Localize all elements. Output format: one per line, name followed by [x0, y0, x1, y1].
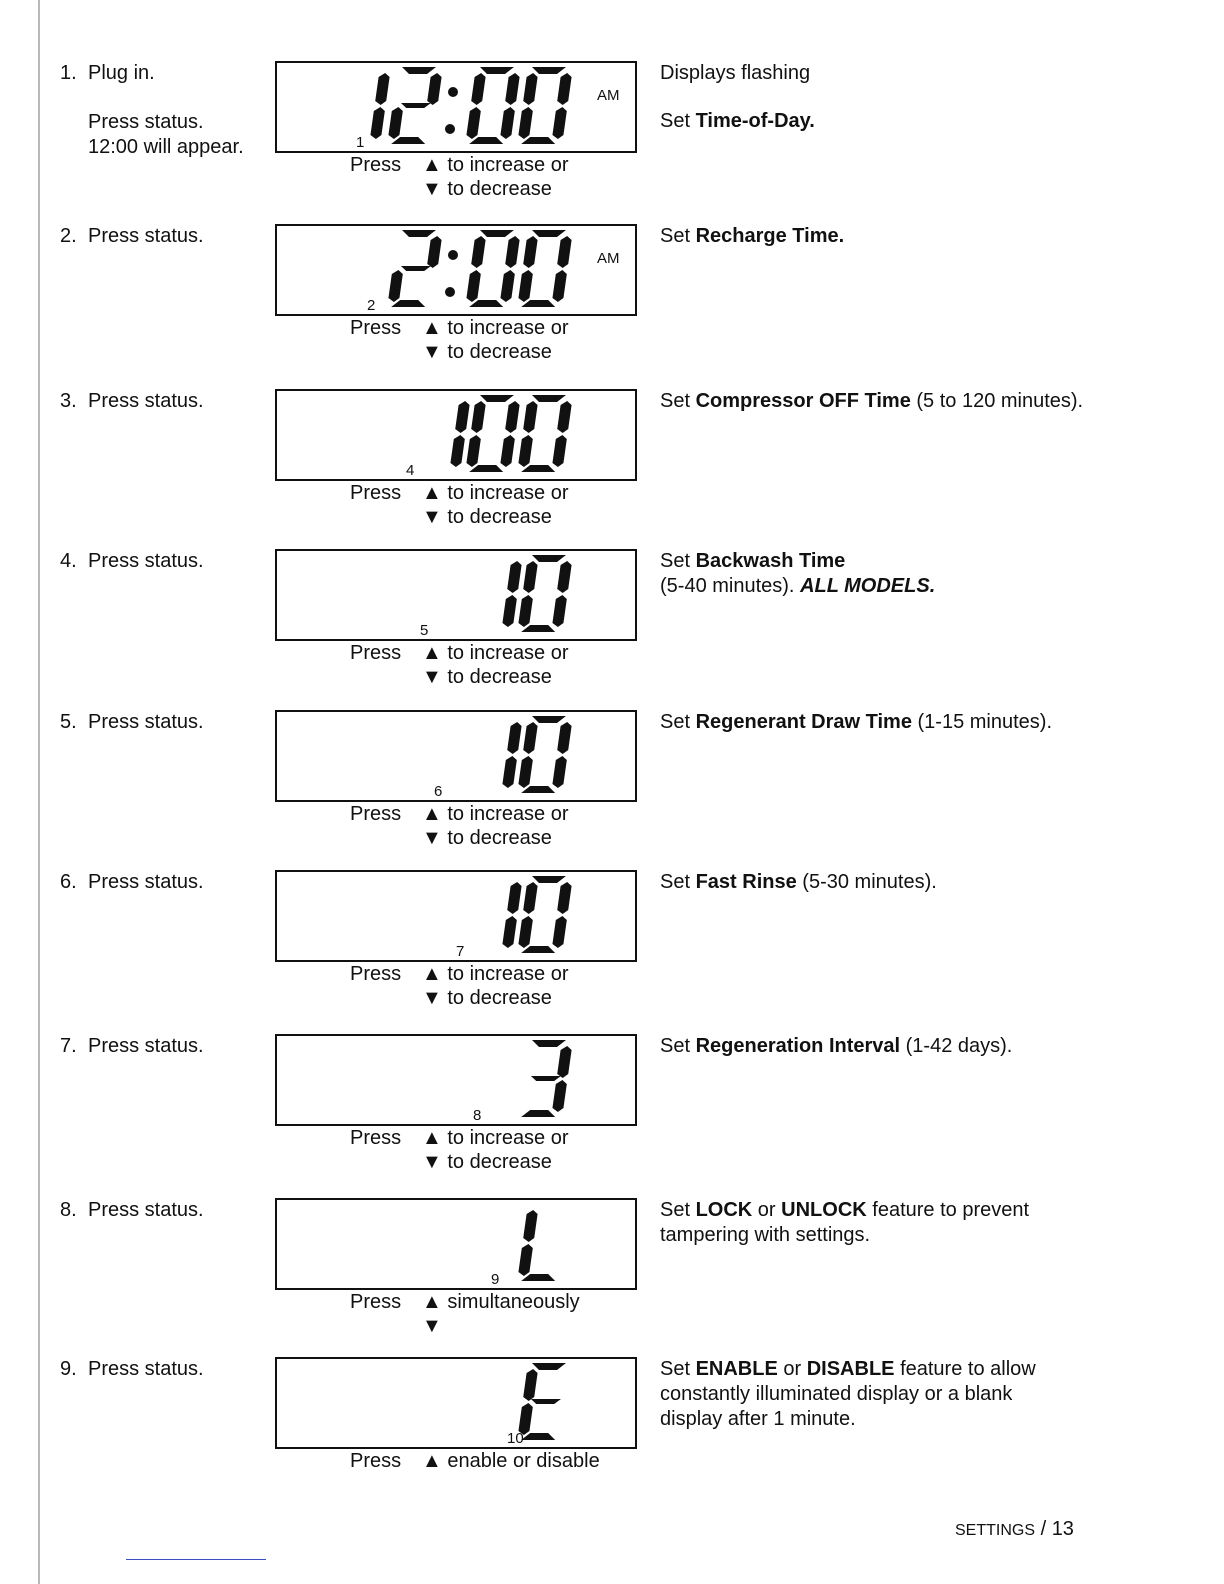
lcd-segment — [557, 561, 572, 593]
lcd-display — [275, 224, 637, 316]
step-instruction — [60, 710, 204, 735]
display-index: 5 — [420, 622, 429, 639]
lcd-segment — [471, 401, 486, 433]
decrease-instruction: ▼ to decrease — [422, 341, 552, 363]
lcd-segment — [466, 435, 481, 467]
step-description: Displays flashing Set Time-of-Day. — [660, 62, 815, 132]
lcd-segment — [471, 236, 486, 268]
increase-instruction: ▲ to increase or — [422, 803, 569, 825]
display-index: 10 — [507, 1430, 524, 1447]
lcd-digits — [277, 226, 635, 314]
lcd-segment — [518, 595, 533, 627]
step-action: Press status. — [88, 1199, 204, 1221]
press-label: Press — [350, 482, 402, 504]
lcd-segment — [531, 1363, 566, 1370]
step-description: Set Compressor OFF Time (5 to 120 minutes). — [660, 390, 1084, 412]
step-description: Set Backwash Time (5-40 minutes). ALL MODELS. — [660, 550, 936, 597]
lcd-segment — [557, 73, 572, 105]
press-label: Press — [350, 1450, 402, 1472]
down-arrow-icon: ▼ — [422, 1315, 442, 1337]
lcd-segment — [557, 236, 572, 268]
lcd-segment — [552, 107, 567, 139]
lcd-segment — [450, 435, 465, 467]
step-action: Press status. — [88, 871, 204, 893]
step-instruction — [60, 389, 204, 414]
lcd-segment — [521, 625, 556, 632]
lcd-segment — [521, 465, 556, 472]
display-index: 9 — [491, 1271, 500, 1288]
decrease-instruction: ▼ to decrease — [422, 827, 552, 849]
lcd-digits — [277, 63, 635, 151]
lcd-segment — [523, 1210, 538, 1242]
lcd-segment — [507, 882, 522, 914]
step-instruction — [60, 1357, 204, 1382]
lcd-segment — [521, 946, 556, 953]
step-number: 1. — [60, 62, 77, 84]
decrease-instruction: ▼ to decrease — [422, 666, 552, 688]
display-index: 4 — [406, 462, 415, 479]
lcd-segment — [518, 1244, 533, 1276]
display-index: 8 — [473, 1107, 482, 1124]
lcd-segment — [401, 67, 436, 74]
lcd-segment — [502, 756, 517, 788]
decrease-instruction: ▼ to decrease — [422, 178, 552, 200]
lcd-segment — [479, 395, 514, 402]
lcd-segment — [521, 1274, 556, 1281]
lcd-colon — [448, 87, 458, 97]
display-index: 6 — [434, 783, 443, 800]
lcd-segment — [466, 107, 481, 139]
decrease-instruction: ▼ to decrease — [422, 1151, 552, 1173]
footer-section: SETTINGS — [955, 1522, 1036, 1539]
step-number: 9. — [60, 1358, 77, 1380]
step-instruction — [60, 1198, 204, 1223]
lcd-display — [275, 1357, 637, 1449]
lcd-segment — [469, 465, 504, 472]
lcd-segment — [552, 756, 567, 788]
lcd-ampm: AM — [597, 250, 620, 267]
lcd-segment — [531, 876, 566, 883]
lcd-segment — [518, 107, 533, 139]
lcd-segment — [500, 270, 515, 302]
lcd-display — [275, 710, 637, 802]
step-action: Press status. — [88, 550, 204, 572]
step-description: Set Regeneration Interval (1-42 days). — [660, 1035, 1013, 1057]
lcd-segment — [388, 107, 403, 139]
lcd-segment — [391, 300, 426, 307]
press-label: Press — [350, 963, 402, 985]
step-7 — [0, 1034, 1224, 1194]
simultaneous-instruction: ▲ simultaneously — [422, 1291, 580, 1313]
lcd-colon — [445, 287, 455, 297]
lcd-segment — [523, 401, 538, 433]
lcd-segment — [427, 236, 442, 268]
lcd-digits — [277, 1359, 635, 1447]
lcd-digits — [277, 391, 635, 479]
lcd-segment — [479, 67, 514, 74]
lcd-digits — [277, 551, 635, 639]
lcd-segment — [557, 722, 572, 754]
lcd-segment — [518, 916, 533, 948]
lcd-display — [275, 1198, 637, 1290]
lcd-segment — [507, 722, 522, 754]
lcd-segment — [531, 716, 566, 723]
lcd-segment — [531, 67, 566, 74]
increase-instruction: ▲ to increase or — [422, 154, 569, 176]
step-description: Set ENABLE or DISABLE feature to allow constantly illuminated display or a blank display after 1 minute. — [660, 1358, 1036, 1430]
lcd-digits — [277, 1036, 635, 1124]
increase-instruction: ▲ to increase or — [422, 482, 569, 504]
lcd-segment — [523, 882, 538, 914]
step-description: Set LOCK or UNLOCK feature to prevent tampering with settings. — [660, 1199, 1030, 1246]
lcd-segment — [552, 595, 567, 627]
display-index: 7 — [456, 943, 465, 960]
lcd-segment — [530, 1399, 561, 1404]
step-instruction — [60, 870, 204, 895]
lcd-segment — [370, 107, 385, 139]
step-number: 7. — [60, 1035, 77, 1057]
press-label: Press — [350, 803, 402, 825]
lcd-segment — [469, 137, 504, 144]
lcd-segment — [531, 395, 566, 402]
lcd-segment — [531, 1040, 566, 1047]
lcd-segment — [557, 882, 572, 914]
increase-instruction: ▲ to increase or — [422, 642, 569, 664]
step-2 — [0, 224, 1224, 384]
step-action: Press status. — [88, 225, 204, 247]
lcd-segment — [552, 435, 567, 467]
lcd-segment — [400, 103, 431, 108]
lcd-segment — [557, 401, 572, 433]
step-number: 8. — [60, 1199, 77, 1221]
lcd-colon — [448, 250, 458, 260]
lcd-segment — [455, 401, 470, 433]
lcd-segment — [521, 1110, 556, 1117]
step-action: Press status. — [88, 390, 204, 412]
lcd-digits — [277, 712, 635, 800]
step-instruction — [60, 61, 244, 160]
footer-rule — [126, 1559, 266, 1560]
step-extra: Press status. 12:00 will appear. — [88, 111, 244, 158]
lcd-segment — [505, 236, 520, 268]
lcd-segment — [388, 270, 403, 302]
decrease-instruction: ▼ to decrease — [422, 506, 552, 528]
lcd-segment — [471, 73, 486, 105]
step-6 — [0, 870, 1224, 1030]
decrease-instruction: ▼ to decrease — [422, 987, 552, 1009]
step-number: 4. — [60, 550, 77, 572]
lcd-ampm: AM — [597, 87, 620, 104]
step-action: Press status. — [88, 1358, 204, 1380]
lcd-display — [275, 549, 637, 641]
lcd-display — [275, 870, 637, 962]
lcd-segment — [531, 555, 566, 562]
lcd-segment — [400, 266, 431, 271]
press-label: Press — [350, 317, 402, 339]
lcd-segment — [427, 73, 442, 105]
step-instruction — [60, 1034, 204, 1059]
lcd-segment — [391, 137, 426, 144]
press-label: Press — [350, 1127, 402, 1149]
lcd-segment — [375, 73, 390, 105]
step-description: Set Fast Rinse (5-30 minutes). — [660, 871, 937, 893]
increase-instruction: ▲ to increase or — [422, 1127, 569, 1149]
step-1 — [0, 61, 1224, 221]
press-label: Press — [350, 154, 402, 176]
step-description: Set Recharge Time. — [660, 225, 845, 247]
step-5 — [0, 710, 1224, 870]
lcd-segment — [479, 230, 514, 237]
step-number: 5. — [60, 711, 77, 733]
lcd-segment — [521, 1433, 556, 1440]
step-8 — [0, 1198, 1224, 1358]
step-action: Press status. — [88, 711, 204, 733]
display-index: 2 — [367, 297, 376, 314]
step-number: 3. — [60, 390, 77, 412]
display-index: 1 — [356, 134, 365, 151]
lcd-segment — [518, 435, 533, 467]
step-4 — [0, 549, 1224, 709]
lcd-segment — [502, 916, 517, 948]
lcd-segment — [530, 1076, 561, 1081]
lcd-segment — [523, 236, 538, 268]
lcd-segment — [401, 230, 436, 237]
lcd-segment — [505, 401, 520, 433]
lcd-segment — [552, 270, 567, 302]
lcd-segment — [552, 1080, 567, 1112]
lcd-segment — [523, 1369, 538, 1401]
lcd-segment — [518, 756, 533, 788]
step-number: 2. — [60, 225, 77, 247]
lcd-segment — [523, 722, 538, 754]
lcd-segment — [557, 1046, 572, 1078]
lcd-segment — [552, 916, 567, 948]
lcd-segment — [523, 73, 538, 105]
lcd-segment — [466, 270, 481, 302]
lcd-segment — [502, 595, 517, 627]
page-footer: SETTINGS / 13 — [955, 1518, 1074, 1540]
lcd-display — [275, 1034, 637, 1126]
lcd-colon — [445, 124, 455, 134]
lcd-segment — [500, 107, 515, 139]
lcd-segment — [531, 230, 566, 237]
step-3 — [0, 389, 1224, 549]
press-label: Press — [350, 1291, 402, 1313]
increase-instruction: ▲ to increase or — [422, 963, 569, 985]
step-9 — [0, 1357, 1224, 1517]
lcd-display — [275, 389, 637, 481]
step-instruction — [60, 224, 204, 249]
lcd-segment — [507, 561, 522, 593]
lcd-display — [275, 61, 637, 153]
step-action: Plug in. — [88, 62, 155, 84]
lcd-segment — [523, 561, 538, 593]
step-number: 6. — [60, 871, 77, 893]
lcd-digits — [277, 1200, 635, 1288]
lcd-segment — [500, 435, 515, 467]
lcd-segment — [521, 786, 556, 793]
lcd-segment — [521, 137, 556, 144]
lcd-segment — [505, 73, 520, 105]
lcd-segment — [518, 270, 533, 302]
increase-instruction: ▲ to increase or — [422, 317, 569, 339]
page-number: 13 — [1051, 1518, 1074, 1540]
step-description: Set Regenerant Draw Time (1-15 minutes). — [660, 711, 1053, 733]
enable-disable-instruction: ▲ enable or disable — [422, 1450, 600, 1472]
lcd-segment — [469, 300, 504, 307]
press-label: Press — [350, 642, 402, 664]
step-action: Press status. — [88, 1035, 204, 1057]
step-instruction — [60, 549, 204, 574]
lcd-segment — [521, 300, 556, 307]
